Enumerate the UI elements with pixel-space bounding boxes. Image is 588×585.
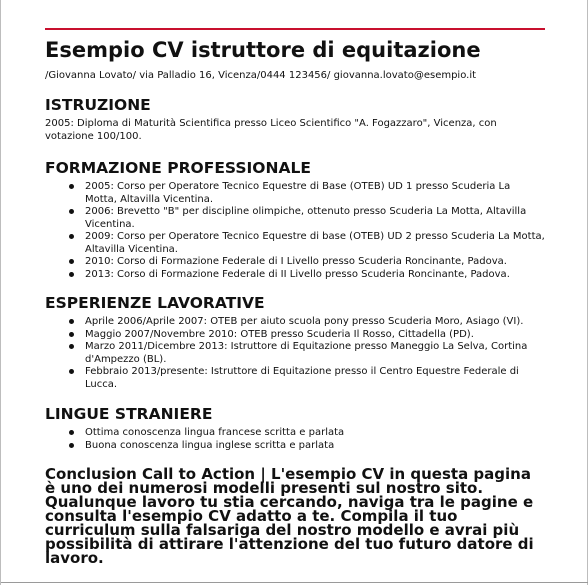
page-bottom-border — [1, 582, 588, 583]
list-item: Febbraio 2013/presente: Istruttore di Equitazione presso il Centro Equestre Federale di Lucca. — [85, 366, 545, 391]
section-heading: FORMAZIONE PROFESSIONALE — [45, 159, 311, 177]
section-esperienze — [45, 294, 545, 391]
section-heading: ISTRUZIONE — [45, 96, 151, 114]
list-item: Buona conoscenza lingua inglese scritta e parlata — [85, 440, 545, 453]
section-istruzione — [45, 96, 545, 143]
title-divider — [45, 28, 545, 30]
list-item: Marzo 2011/Dicembre 2013: Istruttore di Equitazione presso Maneggio La Selva, Cortina d'Ampezzo (BL). — [85, 341, 545, 366]
lingue-list — [45, 427, 545, 452]
list-item: 2005: Corso per Operatore Tecnico Equestre di Base (OTEB) UD 1 presso Scuderia La Motta, Altavilla Vicentina. — [85, 181, 545, 206]
section-text: 2005: Diploma di Maturità Scientifica presso Liceo Scientifico "A. Fogazzaro", Vicenza, con votazione 100/100. — [45, 118, 497, 142]
call-to-action: Conclusion Call to Action | L'esempio CV in questa pagina è uno dei numerosi modelli presenti sul nostro sito. Qualunque lavoro tu stia cercando, naviga tra le pagine e consulta l'esempio CV adatto a te. Compila il tuo curriculum sulla falsariga del nostro modello e avrai più possibilità di attirare l'attenzione del tuo futuro datore di lavoro. — [45, 465, 534, 567]
list-item: Ottima conoscenza lingua francese scritta e parlata — [85, 427, 545, 440]
esperienze-list — [45, 316, 545, 391]
formazione-list — [45, 181, 545, 281]
page-title: Esempio CV istruttore di equitazione — [45, 38, 481, 62]
section-heading: ESPERIENZE LAVORATIVE — [45, 294, 265, 312]
list-item: 2010: Corso di Formazione Federale di I Livello presso Scuderia Roncinante, Padova. — [85, 256, 545, 269]
list-item: 2009: Corso per Operatore Tecnico Equestre di base (OTEB) UD 2 presso Scuderia La Motta, Altavilla Vicentina. — [85, 231, 545, 255]
contact-line: /Giovanna Lovato/ via Palladio 16, Vicenza/0444 123456/ giovanna.lovato@esempio.it — [45, 70, 477, 81]
list-item: Aprile 2006/Aprile 2007: OTEB per aiuto scuola pony presso Scuderia Moro, Asiago (VI). — [85, 316, 545, 329]
section-lingue — [45, 405, 545, 452]
list-item: 2006: Brevetto "B" per discipline olimpiche, ottenuto presso Scuderia La Motta, Altavilla Vicentina. — [85, 206, 545, 231]
list-item: 2013: Corso di Formazione Federale di II Livello presso Scuderia Roncinante, Padova. — [85, 269, 545, 282]
list-item: Maggio 2007/Novembre 2010: OTEB presso Scuderia Il Rosso, Cittadella (PD). — [85, 329, 545, 342]
section-heading: LINGUE STRANIERE — [45, 405, 213, 423]
section-formazione — [45, 159, 545, 281]
